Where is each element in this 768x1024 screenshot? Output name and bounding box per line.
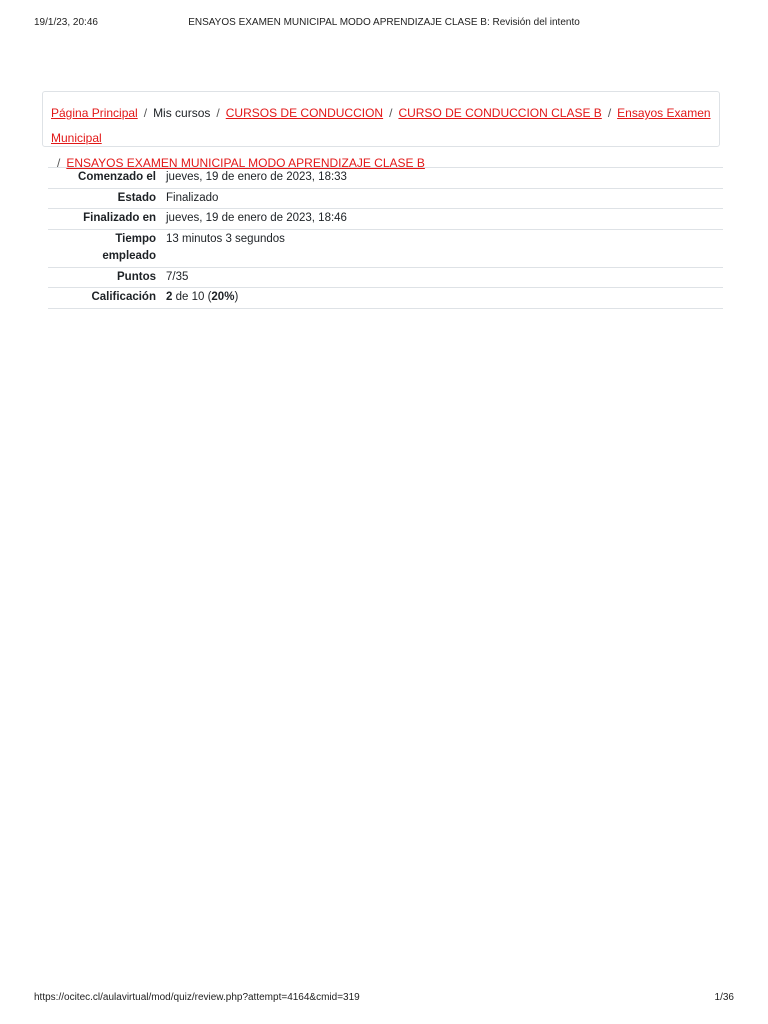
started-label: Comenzado el	[78, 171, 156, 183]
breadcrumb-link-driving-courses[interactable]: CURSOS DE CONDUCCION	[225, 106, 384, 120]
grade-label: Calificación	[91, 291, 156, 303]
breadcrumb-link-learning-mode-quiz[interactable]: ENSAYOS EXAMEN MUNICIPAL MODO APRENDIZAJE CLASE B	[66, 156, 425, 170]
breadcrumb-separator: /	[57, 156, 61, 170]
time-taken-label-line2: empleado	[102, 250, 156, 262]
breadcrumb-separator: /	[607, 106, 612, 120]
breadcrumb-link-municipal-exams[interactable]: Ensayos Examen Municipal	[51, 106, 711, 145]
time-taken-label-line1: Tiempo	[115, 232, 156, 245]
time-taken-value: 13 minutos 3 segundos	[166, 232, 285, 245]
state-label: Estado	[117, 191, 156, 204]
grade-close: )	[234, 291, 239, 303]
breadcrumb-link-class-b-course[interactable]: CURSO DE CONDUCCION CLASE B	[398, 106, 602, 120]
breadcrumb-separator: /	[143, 106, 148, 120]
breadcrumb-separator: /	[389, 106, 393, 120]
grade-score: 2	[166, 291, 173, 303]
finished-value: jueves, 19 de enero de 2023, 18:46	[166, 212, 347, 224]
summary-row-state	[48, 188, 723, 209]
started-value: jueves, 19 de enero de 2023, 18:33	[166, 171, 347, 183]
grade-value	[162, 288, 723, 309]
points-value: 7/35	[166, 270, 189, 283]
points-label: Puntos	[117, 270, 156, 283]
print-title: ENSAYOS EXAMEN MUNICIPAL MODO APRENDIZAJE CLASE B: Revisión del intento	[188, 17, 580, 28]
finished-label: Finalizado en	[83, 212, 156, 224]
print-header	[0, 17, 768, 33]
breadcrumb-separator: /	[216, 106, 220, 120]
grade-of: de 10 (	[172, 291, 212, 303]
breadcrumb	[42, 91, 720, 170]
print-url: https://ocitec.cl/aulavirtual/mod/quiz/review.php?attempt=4164&cmid=319	[34, 992, 360, 1003]
breadcrumb-link-home[interactable]: Página Principal	[51, 106, 138, 120]
print-date: 19/1/23, 20:46	[34, 17, 98, 28]
summary-row-time-taken	[48, 229, 723, 267]
print-page-number: 1/36	[714, 992, 734, 1003]
summary-row-finished	[48, 209, 723, 230]
state-value: Finalizado	[166, 191, 219, 204]
summary-row-started	[48, 168, 723, 189]
summary-row-points	[48, 267, 723, 288]
breadcrumb-item-my-courses: Mis cursos	[153, 106, 211, 120]
time-taken-label	[48, 229, 162, 267]
grade-percent: 20%	[211, 291, 235, 303]
summary-row-grade	[48, 288, 723, 309]
print-footer	[0, 992, 768, 1008]
attempt-summary-table	[48, 167, 723, 309]
